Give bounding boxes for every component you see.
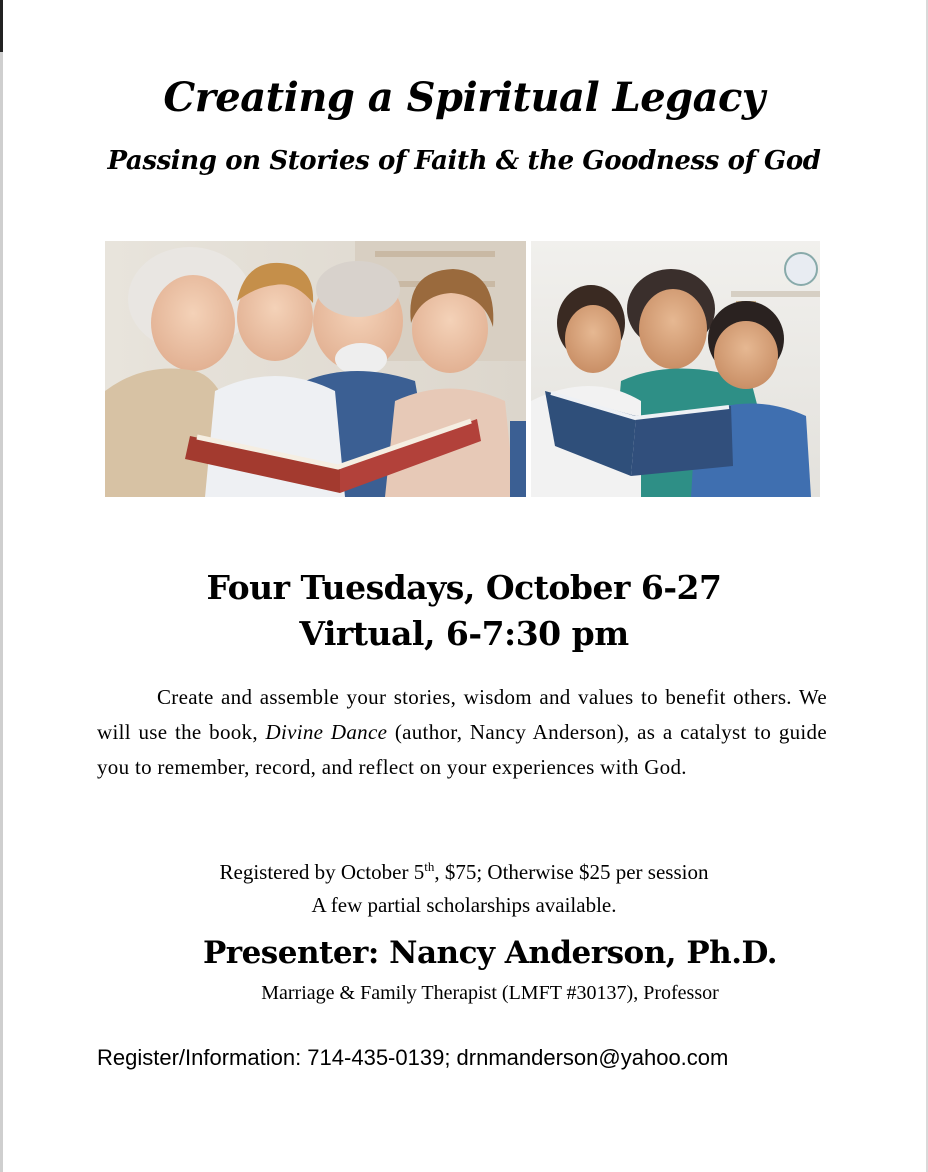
schedule	[0, 565, 928, 657]
pricing-pre: Registered by October 5	[219, 860, 425, 884]
presenter-credentials: Marriage & Family Therapist (LMFT #30137), Professor	[261, 982, 719, 1004]
flyer-title: Creating a Spiritual Legacy	[163, 74, 765, 121]
window-edge-marker	[0, 0, 3, 52]
photo-grandmother-reading	[531, 241, 820, 497]
pricing-line	[0, 850, 928, 889]
pricing-superscript: th	[424, 859, 435, 874]
description	[97, 680, 827, 785]
pricing-post: , $75; Otherwise $25 per session	[434, 860, 709, 884]
description-text-1: Create and assemble your stories, wisdom and values to benefit others. We will use the book,	[97, 685, 827, 744]
presenter: Presenter: Nancy Anderson, Ph.D.	[202, 935, 778, 971]
flyer-subtitle: Passing on Stories of Faith & the Goodness of God	[107, 146, 821, 176]
book-title: Divine Dance	[265, 720, 388, 744]
description-text-2: (author, Nancy Anderson), as a catalyst to guide you to remember, record, and reflect on your experiences with God.	[97, 720, 827, 779]
contact-info: Register/Information: 714-435-0139; drnmanderson@yahoo.com	[97, 1045, 729, 1070]
pricing	[0, 850, 928, 922]
scholarships-line: A few partial scholarships available.	[311, 893, 617, 917]
schedule-dates: Four Tuesdays, October 6-27	[206, 568, 722, 607]
photo-grandparents-reading	[105, 241, 526, 497]
schedule-time: Virtual, 6-7:30 pm	[299, 614, 629, 653]
